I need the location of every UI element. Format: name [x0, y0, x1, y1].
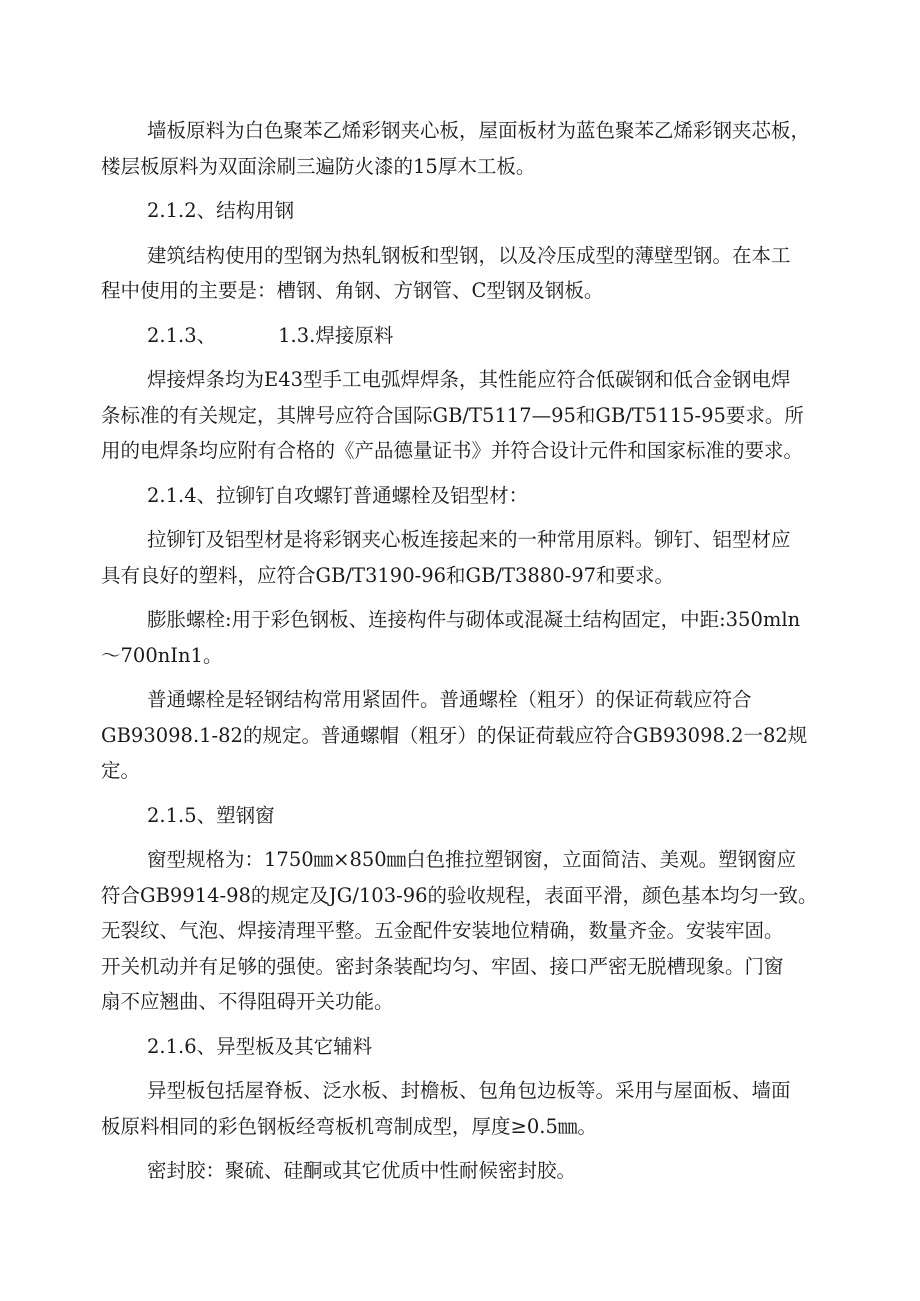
paragraph-welding-materials [101, 362, 820, 469]
paragraph-wall-materials [101, 113, 820, 184]
text-line: 建筑结构使用的型钢为热轧钢板和型钢，以及冷压成型的薄壁型钢。在本工 [147, 243, 791, 267]
text-line: 无裂纹、气泡、焊接清理平整。五金配件安装地位精确，数量齐金。安装牢固。 [101, 919, 784, 942]
paragraph-sealant [101, 1153, 820, 1189]
heading-text: 2.1.6、异型板及其它辅料 [147, 1034, 373, 1058]
text-line: 符合GB9914-98的规定及JG/103-96的验收规程，表面平滑，颜色基本均匀一致。 [101, 883, 818, 907]
text-line: 普通螺栓是轻钢结构常用紧固件。普通螺栓（粗牙）的保证荷载应符合 [147, 688, 752, 711]
text-line: 具有良好的塑料，应符合GB/T3190-96和GB/T3880-97和要求。 [101, 563, 675, 587]
text-line: 板原料相同的彩色钢板经弯板机弯制成型，厚度≥0.5㎜。 [101, 1114, 597, 1138]
text-line: 开关机动并有足够的强使。密封条装配均匀、牢固、接口严密无脱槽现象。门窗 [101, 954, 784, 978]
paragraph-expansion-bolts [101, 602, 820, 673]
section-heading-2-1-4 [101, 478, 820, 514]
heading-text: 2.1.5、塑钢窗 [147, 803, 275, 827]
text-line: 条标准的有关规定，其牌号应符合国际GB/T5117—95和GB/T5115-95要求。所 [101, 403, 804, 427]
heading-text: 2.1.4、拉铆钉自攻螺钉普通螺栓及铝型材： [147, 483, 529, 507]
text-line: 窗型规格为：1750㎜×850㎜白色推拉塑钢窗，立面简洁、美观。塑钢窗应 [147, 848, 797, 871]
text-line: 膨胀螺栓:用于彩色钢板、连接构件与砌体或混凝土结构固定，中距:350mln [147, 608, 801, 631]
text-line: 焊接焊条均为E43型手工电弧焊焊条，其性能应符合低碳钢和低合金钢电焊 [147, 368, 791, 391]
paragraph-profiled-panels [101, 1073, 820, 1144]
heading-text: 2.1.2、结构用钢 [147, 199, 295, 222]
paragraph-rivets [101, 522, 820, 593]
section-heading-2-1-2 [101, 193, 820, 229]
text-line: 用的电焊条均应附有合格的《产品德量证书》并符合设计元件和国家标准的要求。 [101, 439, 804, 462]
section-heading-2-1-3 [101, 318, 820, 354]
text-line: 异型板包括屋脊板、泛水板、封檐板、包角包边板等。采用与屋面板、墙面 [147, 1079, 791, 1102]
text-line: 墙板原料为白色聚苯乙烯彩钢夹心板，屋面板材为蓝色聚苯乙烯彩钢夹芯板， [147, 119, 811, 142]
heading-title: 1.3.焊接原料 [278, 323, 394, 347]
section-heading-2-1-5 [101, 798, 820, 834]
paragraph-common-bolts [101, 682, 820, 789]
text-line: 定。 [101, 759, 141, 782]
text-line: 程中使用的主要是：槽钢、角钢、方钢管、C型钢及钢板。 [101, 279, 604, 302]
heading-number: 2.1.3、 [147, 323, 217, 347]
text-line: GB93098.1-82的规定。普通螺帽（粗牙）的保证荷载应符合GB93098.2一82规 [101, 723, 808, 747]
paragraph-structural-steel [101, 238, 820, 309]
text-line: 扇不应翘曲、不得阻碍开关功能。 [101, 990, 394, 1013]
text-line: ～700nIn1。 [101, 643, 223, 667]
text-line: 拉铆钉及铝型材是将彩钢夹心板连接起来的一种常用原料。铆钉、铝型材应 [147, 528, 791, 551]
paragraph-plastic-steel-windows [101, 842, 820, 1020]
heading-text [101, 318, 820, 354]
text-line: 密封胶：聚硫、硅酮或其它优质中性耐候密封胶。 [147, 1159, 577, 1182]
section-heading-2-1-6 [101, 1029, 820, 1065]
text-line: 楼层板原料为双面涂刷三遍防火漆的15厚木工板。 [101, 154, 536, 178]
